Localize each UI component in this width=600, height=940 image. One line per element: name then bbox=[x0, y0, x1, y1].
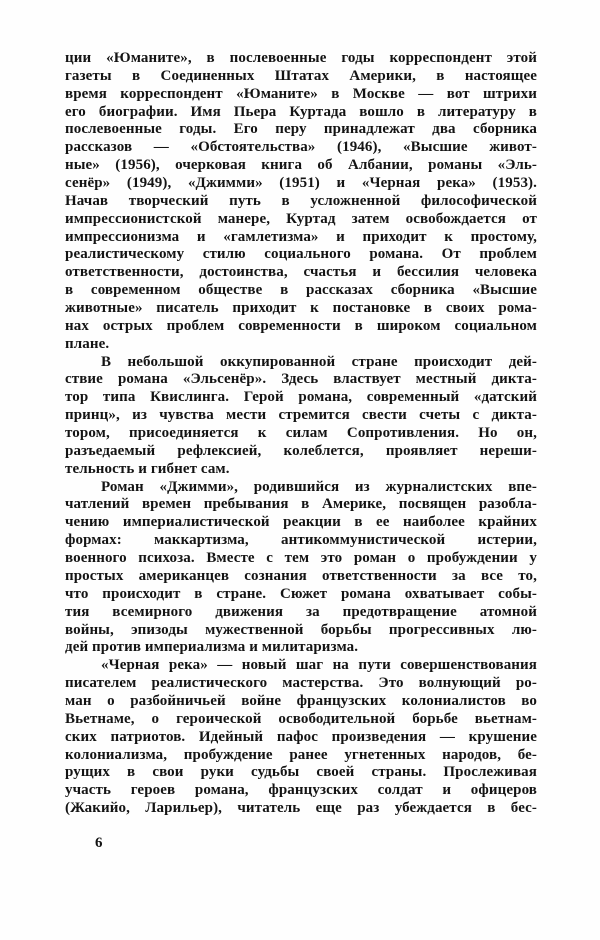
text-line: ные» (1956), очерковая книга об Албании, романы «Эль- bbox=[65, 157, 537, 174]
paragraph bbox=[65, 479, 537, 658]
text-line: тельность и гибнет сам. bbox=[65, 460, 230, 477]
text-line: послевоенные годы. Его перу принадлежат два сборника bbox=[65, 121, 537, 138]
text-line: время корреспондент «Юманите» в Москве — вот штрихи bbox=[65, 85, 537, 102]
text-line: разъедаемый рефлексией, колеблется, проявляет нереши- bbox=[65, 442, 537, 459]
page-number: 6 bbox=[95, 835, 103, 851]
text-line: участь героев романа, французских солдат и офицеров bbox=[65, 782, 537, 799]
text-line: войны, эпизоды мужественной борьбы прогрессивных лю- bbox=[65, 621, 537, 638]
text-line: животные» писатель приходит к постановке в своих рома- bbox=[65, 300, 537, 317]
text-line: принц», из чувства мести стремится свести счеты с дикта- bbox=[65, 407, 537, 424]
text-line: ствие романа «Эльсенёр». Здесь властвует местный дикта- bbox=[65, 371, 537, 388]
text-line: в современном обществе в рассказах сборника «Высшие bbox=[65, 282, 537, 299]
page-text bbox=[65, 50, 537, 818]
text-line: тором, присоединяется к силам Сопротивления. Но он, bbox=[65, 425, 537, 442]
text-line: реалистическому стилю социального романа. От проблем bbox=[65, 246, 537, 263]
text-line: формах: маккартизма, антикоммунистической истерии, bbox=[65, 532, 537, 549]
text-line: дей против империализма и милитаризма. bbox=[65, 639, 359, 656]
text-line: чатлений времен пребывания в Америке, посвящен разобла- bbox=[65, 496, 537, 513]
text-line: тор типа Квислинга. Герой романа, современный «датский bbox=[65, 389, 537, 406]
text-line: ции «Юманите», в послевоенные годы корреспондент этой bbox=[65, 50, 537, 66]
text-line: ман о разбойничьей войне французских колониалистов во bbox=[65, 692, 537, 709]
paragraph bbox=[65, 50, 537, 354]
text-line: тия всемирного движения за предотвращение атомной bbox=[65, 603, 537, 620]
text-line: (Жакийо, Ларильер), читатель еще раз убеждается в бес- bbox=[65, 800, 537, 817]
text-line: колониализма, пробуждение ранее угнетенных народов, бе- bbox=[65, 746, 537, 763]
text-line: ских патриотов. Идейный пафос произведения — крушение bbox=[65, 728, 537, 745]
text-line: В небольшой оккупированной стране происходит дей- bbox=[101, 353, 537, 370]
text-line: плане. bbox=[65, 335, 110, 352]
text-line: чению империалистической реакции в ее наиболее крайних bbox=[65, 514, 537, 531]
text-line: что происходит в стране. Сюжет романа охватывает собы- bbox=[65, 585, 537, 602]
text-line: газеты в Соединенных Штатах Америки, в настоящее bbox=[65, 67, 537, 84]
text-line: рущих в свои руки судьбы своей страны. Прослеживая bbox=[65, 764, 537, 781]
paragraph bbox=[65, 354, 537, 479]
text-line: импрессионизма и «гамлетизма» и приходит к простому, bbox=[65, 228, 537, 245]
text-line: его биографии. Имя Пьера Куртада вошло в литературу в bbox=[65, 103, 537, 120]
text-line: нах острых проблем современности в широком социальном bbox=[65, 317, 537, 334]
text-line: Вьетнаме, о героической освободительной борьбе вьетнам- bbox=[65, 710, 537, 727]
text-line: ответственности, достоинства, счастья и бессилия человека bbox=[65, 264, 537, 281]
text-line: импрессионистской манере, Куртад затем освобождается от bbox=[65, 210, 537, 227]
text-line: простых американцев сознания ответственности за все то, bbox=[65, 567, 537, 584]
text-line: сенёр» (1949), «Джимми» (1951) и «Черная река» (1953). bbox=[65, 175, 537, 192]
text-line: писателем реалистического мастерства. Это волнующий ро- bbox=[65, 675, 537, 692]
text-line: Роман «Джимми», родившийся из журналистских впе- bbox=[101, 478, 537, 495]
text-line: рассказов — «Обстоятельства» (1946), «Высшие живот- bbox=[65, 139, 537, 156]
text-line: военного психоза. Вместе с тем это роман о пробуждении у bbox=[65, 550, 537, 567]
text-line: Начав творческий путь в усложненной философической bbox=[65, 192, 537, 209]
text-line: «Черная река» — новый шаг на пути совершенствования bbox=[101, 657, 537, 674]
paragraph bbox=[65, 657, 537, 818]
